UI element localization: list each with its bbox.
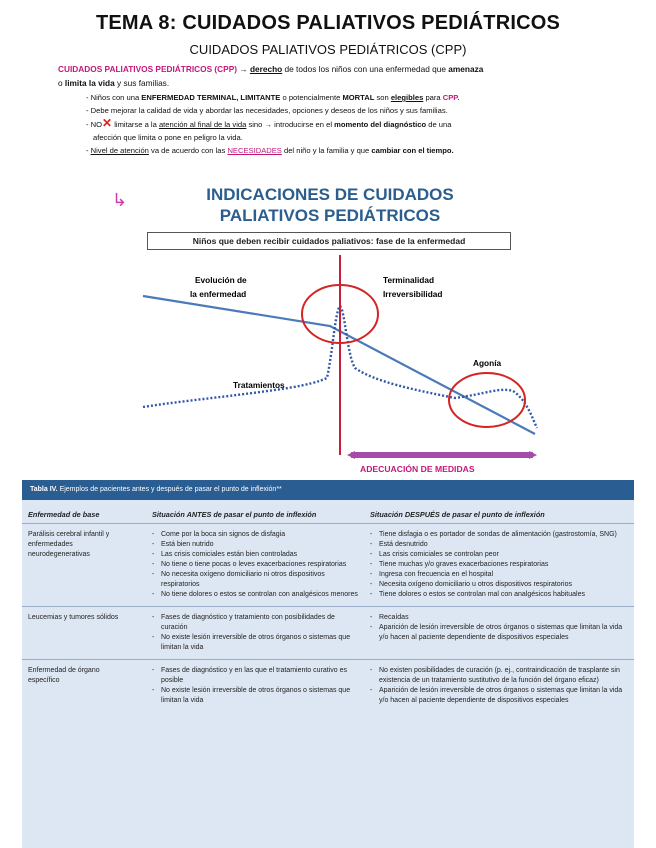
label-terminal-2: Irreversibilidad [383,289,443,299]
indicaciones-title [150,184,510,226]
intro-amenaza: amenaza [448,64,484,74]
b4-a: - [86,146,91,155]
b1-e: son [374,93,391,102]
list-item: - Recaídas [370,613,628,623]
intro-line2-b: y sus familias. [114,78,170,88]
cell-before [146,660,364,713]
b3-b: limitarse a la [112,120,159,129]
cell-before [146,524,364,607]
cell-disease: Parálisis cerebral infantil y enfermedades neurodegenerativas [22,524,146,607]
list-item: - Está desnutrido [370,540,628,550]
list-item: - No existe lesión irreversible de otros órganos o sistemas que limitan la vida [152,686,358,706]
intro-mid: de todos los niños con una enfermedad que [282,64,449,74]
page-title: TEMA 8: CUIDADOS PALIATIVOS PEDIÁTRICOS [95,12,561,34]
intro-paragraph [58,62,618,90]
list-item: - No existe lesión irreversible de otros órganos o sistemas que limitan la vida [152,633,358,653]
indicaciones-line2: PALIATIVOS PEDIÁTRICOS [219,206,441,225]
label-evolucion-1: Evolución de [195,275,247,285]
table-caption [22,480,634,500]
list-item: - Tiene disfagia o es portador de sondas de alimentación (gastrostomía, SNG) [370,530,628,540]
cell-disease: Leucemias y tumores sólidos [22,607,146,660]
b4-b: Nivel de atención [90,146,149,155]
b3-g: afección que limita o pone en peligro la vida. [93,133,243,142]
list-item: - Come por la boca sin signos de disfagia [152,530,358,540]
intro-limita: limita la vida [64,78,115,88]
table-row [22,524,634,607]
list-item: - Ingresa con frecuencia en el hospital [370,570,628,580]
table-caption-bold: Tabla IV. [30,486,58,493]
bullet-list [86,91,626,157]
list-item: - No tiene o tiene pocas o leves exacerbaciones respiratorias [152,560,358,570]
b1-f: elegibles [390,93,424,102]
cell-before [146,607,364,660]
list-item: - Fases de diagnóstico y tratamiento con posibilidades de curación [152,613,358,633]
indicaciones-line1: INDICACIONES DE CUIDADOS [206,185,454,204]
table-iv [22,480,634,848]
header-antes: Situación ANTES de pasar el punto de inflexión [146,500,364,524]
list-item: - No tiene dolores o estos se controlan con analgésicos menores [152,590,358,600]
b3-a: - NO [86,120,103,129]
intro-derecho: derecho [249,64,283,74]
list-item: - Está bien nutrido [152,540,358,550]
diagram-caption-box: Niños que deben recibir cuidados paliativos: fase de la enfermedad [147,232,511,250]
disease-phase-diagram [135,250,545,478]
header-despues: Situación DESPUÉS de pasar el punto de inflexión [364,500,634,524]
intro-line2-a: o [58,78,65,88]
table-header-row [22,500,634,524]
list-item: - Tiene dolores o estos se controlan mal con analgésicos habituales [370,590,628,600]
cell-after [364,660,634,713]
b1-b: ENFERMEDAD TERMINAL, LIMITANTE [141,93,281,102]
label-agonia: Agonía [473,358,502,368]
b4-c: va de acuerdo con las [148,146,228,155]
list-item: - No existen posibilidades de curación (p. ej., contraindicación de trasplante sin existencia de un tratamiento sustitutivo de la función del órgano eficaz) [370,666,628,686]
cell-after [364,607,634,660]
list-item: - No necesita oxígeno domiciliario ni otros dispositivos respiratorios [152,570,358,590]
bullet-3 [86,117,626,144]
label-terminal-1: Terminalidad [383,275,435,285]
b1-a: - Niños con una [86,93,142,102]
b3-c: atención al final de la vida [158,120,247,129]
b4-f: cambiar con el tiempo. [371,146,454,155]
b4-d: NECESIDADES [227,146,282,155]
handwritten-arrow-icon: ↳ [112,190,128,210]
list-item: - Aparición de lesión irreversible de otros órganos o sistemas que limitan la vida y/o hacen al paciente dependiente de dispositivos especiales [370,623,628,643]
table-caption-rest: Ejemplos de pacientes antes y después de pasar el punto de inflexión** [57,486,282,493]
b3-e: momento del diagnóstico [334,120,427,129]
table-row [22,660,634,713]
list-item: - Aparición de lesión irreversible de otros órganos o sistemas que limitan la vida y/o hacen al paciente dependiente de dispositivos especiales [370,686,628,706]
b3-d: sino → introducirse en el [246,120,335,129]
label-evolucion-2: la enfermedad [190,289,247,299]
header-enfermedad: Enfermedad de base [22,500,146,524]
b3-f: de una [426,120,452,129]
label-adecuacion: ADECUACIÓN DE MEDIDAS [360,464,475,474]
agony-circle [449,373,525,427]
bullet-4 [86,144,626,157]
label-tratamientos: Tratamientos [233,380,285,390]
b1-c: o potencialmente [280,93,343,102]
b1-d: MORTAL [342,93,375,102]
list-item: - Tiene muchas y/o graves exacerbaciones respiratorias [370,560,628,570]
cell-after [364,524,634,607]
intro-term: CUIDADOS PALIATIVOS PEDIÁTRICOS (CPP) [58,64,238,74]
bullet-1 [86,91,626,104]
list-item: - Las crisis comiciales están bien controladas [152,550,358,560]
b1-g: para [423,93,443,102]
list-item: - Las crisis comiciales se controlan peor [370,550,628,560]
bullet-2: - Debe mejorar la calidad de vida y abordar las necesidades, opciones y deseos de los niños y sus familias. [86,106,448,115]
intro-arrow: → [237,64,250,74]
cell-disease: Enfermedad de órgano específico [22,660,146,713]
page-subtitle: CUIDADOS PALIATIVOS PEDIÁTRICOS (CPP) [189,42,467,57]
list-item: - Necesita oxígeno domiciliario u otros dispositivos respiratorios [370,580,628,590]
table-row [22,607,634,660]
b4-e: del niño y la familia y que [281,146,372,155]
patient-examples-table [22,500,634,712]
b1-h: CPP. [442,93,460,102]
list-item: - Fases de diagnóstico y en las que el tratamiento curativo es posible [152,666,358,686]
red-x-icon: ✕ [102,116,113,130]
